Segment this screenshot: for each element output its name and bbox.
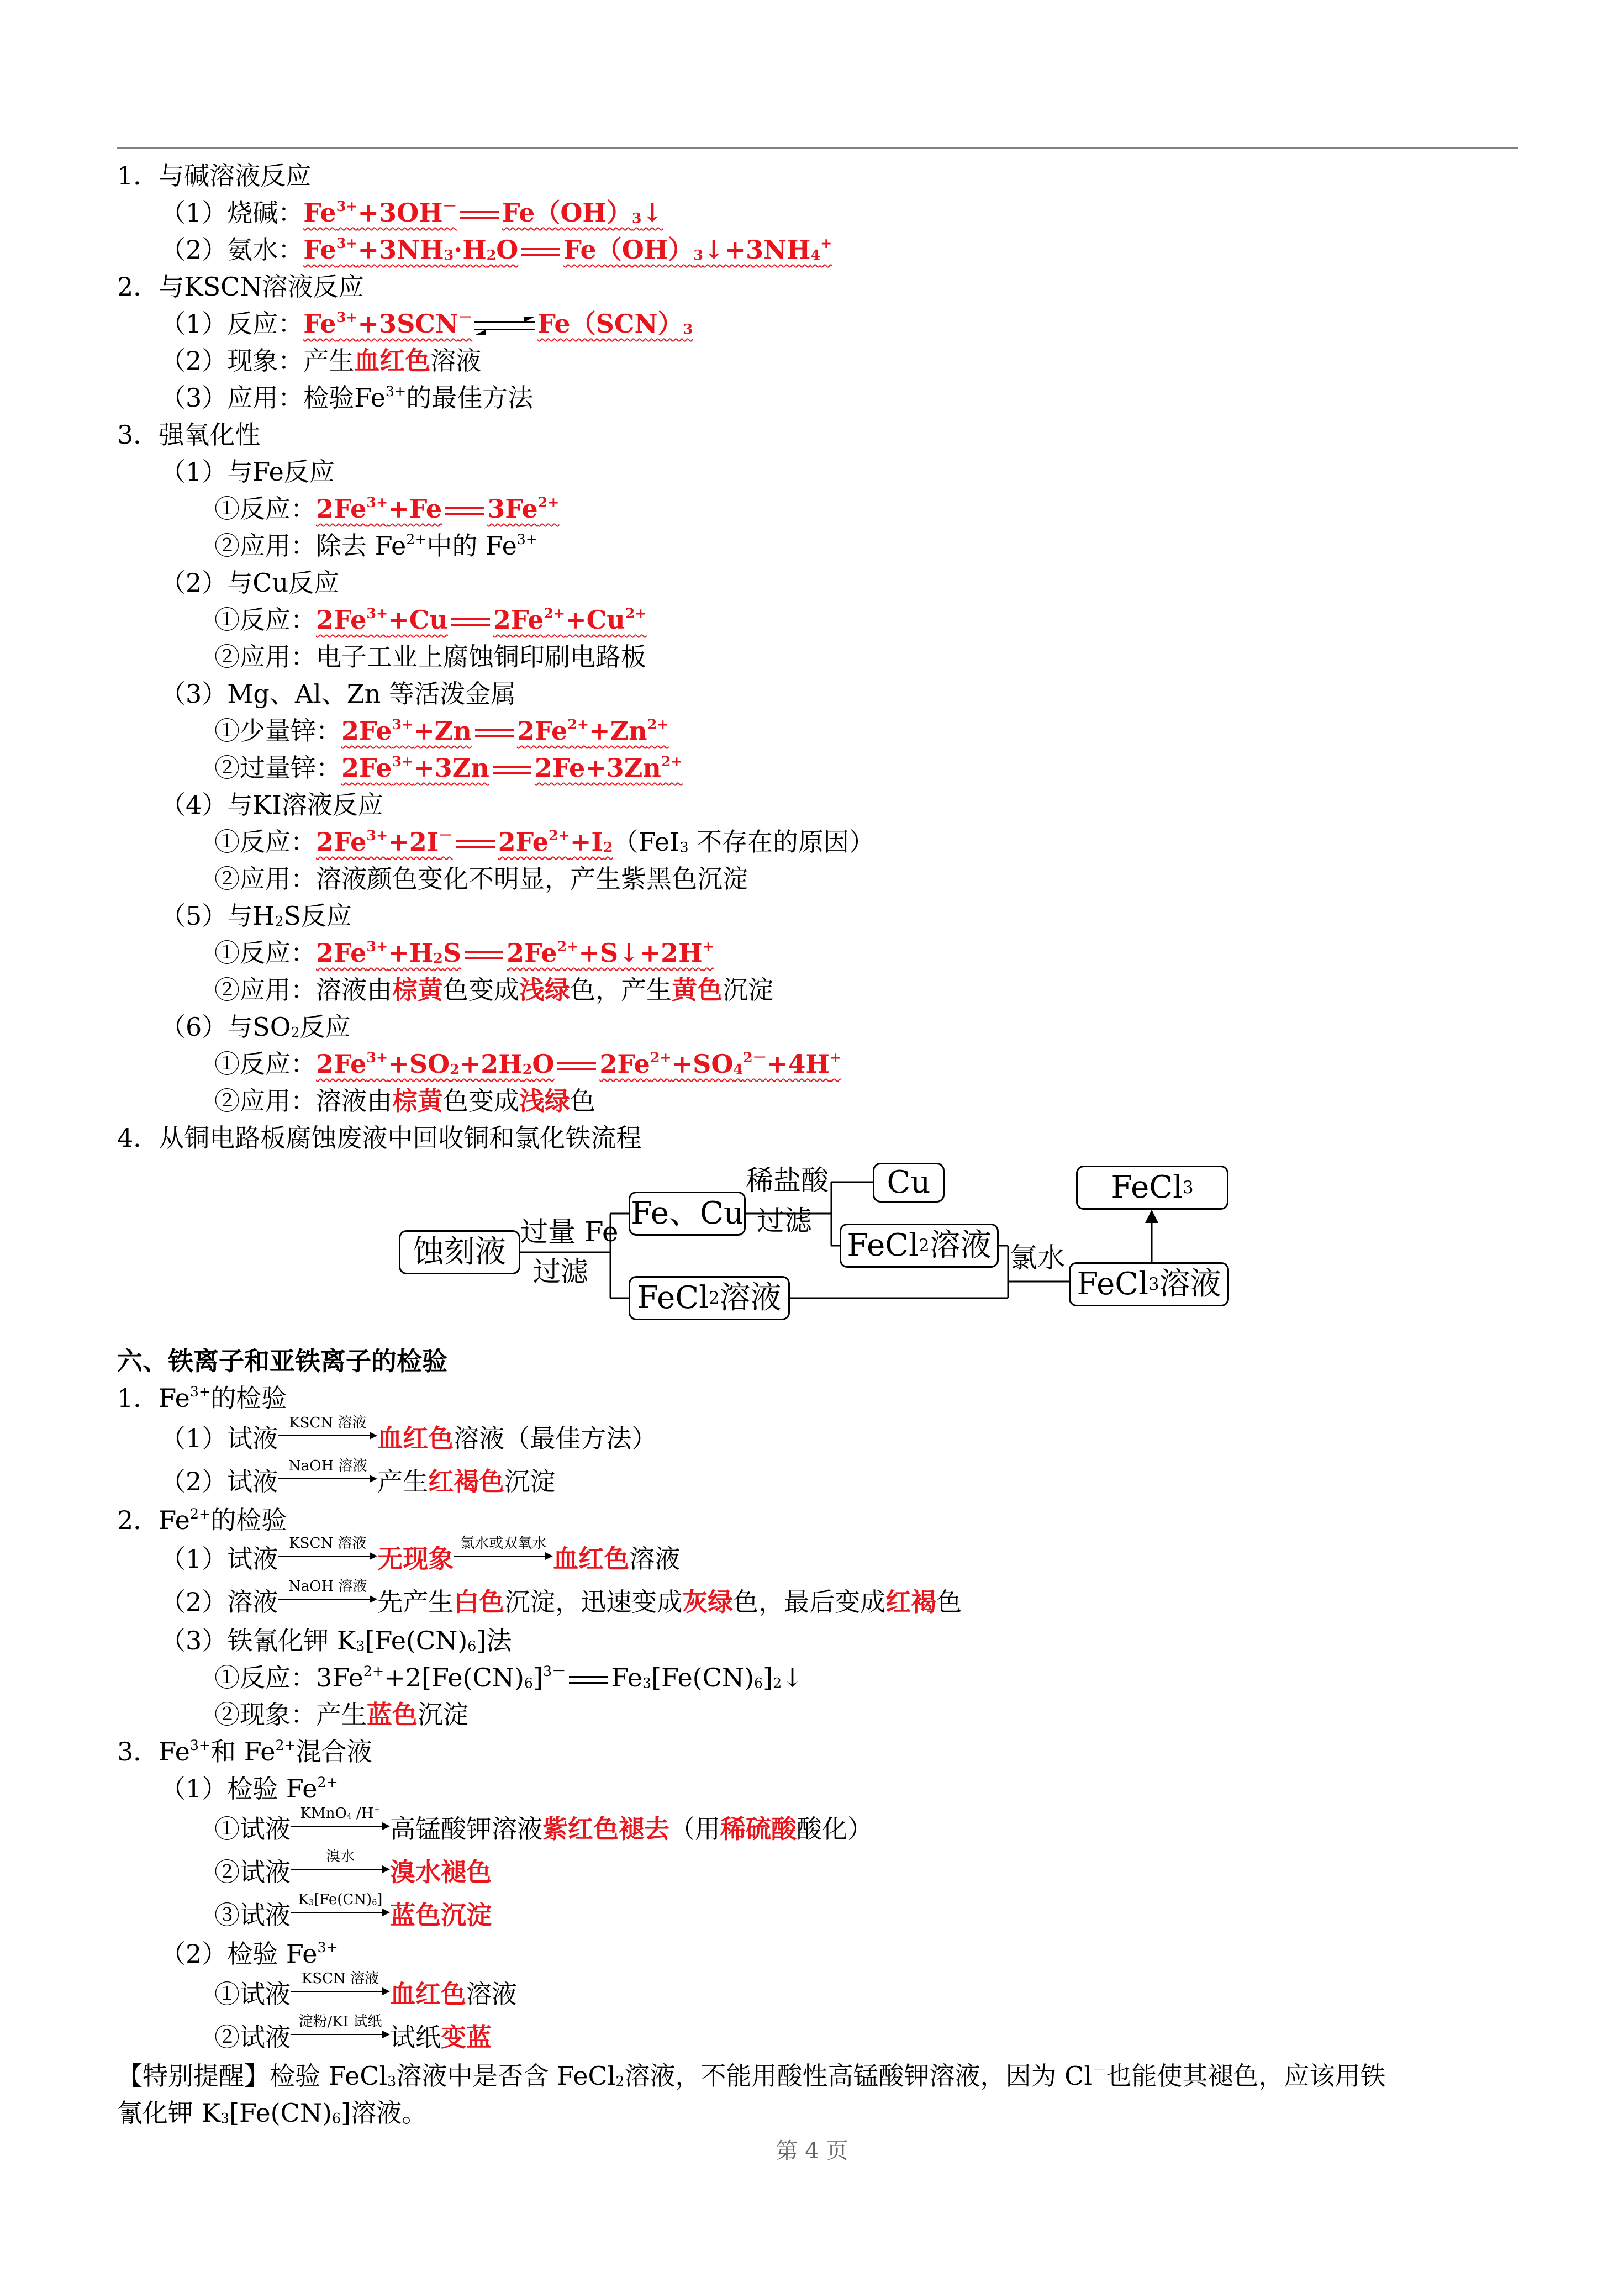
text-segment: （2）溶液 [160, 1587, 278, 1617]
page-footer: 第 4 页 [776, 2138, 848, 2164]
arrow-condition: KMnO$_4$ /H+ [300, 1805, 381, 1822]
text-segment: 3．强氧化性 [117, 420, 261, 450]
text-segment: 色，最后变成 [733, 1587, 886, 1617]
box-etching: 蚀刻液 [399, 1230, 520, 1274]
text-segment: 产生 [377, 1467, 429, 1496]
text-segment: ②过量锌： [214, 753, 341, 783]
text-segment: ②应用：除去 $Fe^{2+}$中的 $Fe^{3+}$ [214, 531, 538, 561]
text-segment: （2）检验 $Fe^{3+}$ [160, 1939, 338, 1969]
highlight-segment: 六、铁离子和亚铁离子的检验 [117, 1346, 447, 1376]
highlight-segment: 无现象 [377, 1544, 454, 1574]
text-segment: 2．与KSCN溶液反应 [117, 272, 364, 302]
text-segment: 沉淀 [723, 975, 773, 1005]
text-segment: （6）与$SO_2$反应 [160, 1012, 351, 1042]
text-segment: 溶液 [466, 1979, 517, 2009]
text-segment: （2）与Cu反应 [160, 568, 340, 598]
text-segment: 溶液 [430, 346, 482, 376]
box-fecl2-b: FeCl 2 溶液 [629, 1276, 790, 1320]
text-segment: ②应用：溶液由 [214, 975, 392, 1005]
highlight-segment: $2Fe^{3+}+Zn$ $2Fe^{2+}+Zn^{2+}$ [341, 716, 669, 746]
text-segment: ②应用：电子工业上腐蚀铜印刷电路板 [214, 642, 646, 672]
text-segment: 酸化） [797, 1814, 873, 1844]
text-segment: ②应用：溶液由 [214, 1086, 392, 1116]
highlight-segment: 棕黄 [392, 1086, 443, 1116]
box-fe-cu: Fe、Cu [629, 1192, 746, 1236]
text-segment: ①反应： [214, 1049, 316, 1079]
highlight-segment: 蓝色 [367, 1700, 418, 1730]
box-fecl3: FeCl 3 [1076, 1166, 1228, 1210]
highlight-segment: 变蓝 [441, 2022, 492, 2052]
text-segment: ①试液 [214, 1814, 291, 1844]
highlight-segment: 蓝色沉淀 [390, 1900, 492, 1930]
highlight-segment: 棕黄 [392, 975, 443, 1005]
highlight-segment: 浅绿 [519, 1086, 570, 1116]
text-segment: 色 [936, 1587, 962, 1617]
text-segment: （2）现象：产生 [160, 346, 355, 376]
arrow-condition: $K_3[Fe(CN)_6]$ [298, 1891, 383, 1908]
highlight-segment: 溴水褪色 [390, 1857, 492, 1887]
arrowhead-up [1145, 1210, 1158, 1223]
arrow-condition: 溴水 [325, 1848, 355, 1865]
text-segment: ①试液 [214, 1979, 291, 2009]
highlight-segment: 灰绿 [682, 1587, 734, 1617]
text-segment: （2）试液 [160, 1467, 278, 1496]
label-filter-2: 过滤 [757, 1205, 812, 1237]
text-segment: ①反应： [214, 494, 316, 524]
arrow-condition: 氯水或双氧水 [460, 1535, 547, 1552]
arrow-condition: 淀粉/KI 试纸 [298, 2013, 382, 2030]
text-segment: 3．$Fe^{3+}$和 $Fe^{2+}$混合液 [117, 1737, 372, 1767]
text-segment: （5）与$H_2S$反应 [160, 901, 352, 931]
text-segment: （3）Mg、Al、Zn 等活泼金属 [160, 679, 516, 709]
text-segment: （3）应用：检验$Fe^{3+}$的最佳方法 [160, 383, 534, 413]
highlight-segment: $2Fe^{3+}+3Zn$ $2Fe+3Zn^{2+}$ [341, 753, 683, 783]
highlight-segment: $2Fe^{3+}+SO_2+2H_2O$ $2Fe^{2+}+SO_4^{2-}+4H^+$ [316, 1049, 842, 1079]
box-fecl3-solution: FeCl 3 溶液 [1069, 1262, 1229, 1306]
text-segment: 沉淀 [418, 1700, 468, 1730]
text-segment: ①反应： [214, 605, 316, 635]
label-dilute-hcl: 稀盐酸 [746, 1164, 829, 1196]
text-segment: ③试液 [214, 1900, 291, 1930]
highlight-segment: $Fe^{3+}+3NH_3\cdot H_2O$ $Fe(OH)_3↓+3NH_4^+$ [303, 235, 832, 265]
text-segment: 色变成 [443, 1086, 519, 1116]
highlight-segment: 红褐 [885, 1587, 937, 1617]
text-segment: （用 [669, 1814, 720, 1844]
text-segment: （FeI$_3$ 不存在的原因） [613, 827, 875, 857]
highlight-segment: $Fe(SCN)_3$ [537, 309, 693, 339]
text-segment: ①反应：$3Fe^{2+}+2[Fe(CN)_6]^{3-}$ $Fe_3[Fe(CN)_6]_2↓$ [214, 1663, 803, 1693]
text-segment: （2）氨水： [160, 235, 304, 265]
text-segment: （1）试液 [160, 1424, 278, 1453]
box-fecl2-a: FeCl 2 溶液 [840, 1224, 999, 1268]
highlight-segment: $2Fe^{3+}+Fe$ $3Fe^{2+}$ [316, 494, 560, 524]
text-segment: ①少量锌： [214, 716, 341, 746]
highlight-segment: 稀硫酸 [720, 1814, 797, 1844]
text-segment: （1）反应： [160, 309, 304, 339]
arrow-condition: KSCN 溶液 [289, 1415, 367, 1431]
text-segment: （3）铁氰化钾 $K_3[Fe(CN)_6]$法 [160, 1626, 512, 1656]
box-cu: Cu [873, 1163, 945, 1203]
highlight-segment: 白色 [454, 1587, 505, 1617]
highlight-segment: $2Fe^{3+}+2I^-$ $2Fe^{2+}+I_2$ [316, 827, 613, 857]
highlight-segment: 血红色 [377, 1424, 454, 1453]
highlight-segment: $2Fe^{3+}+H_2S$ $2Fe^{2+}+S↓+2H^+$ [316, 938, 714, 968]
text-segment: （1）与Fe反应 [160, 457, 335, 487]
text-segment: 沉淀，迅速变成 [504, 1587, 683, 1617]
text-segment: ②应用：溶液颜色变化不明显，产生紫黑色沉淀 [214, 864, 748, 894]
arrow-condition: KSCN 溶液 [301, 1970, 379, 1987]
text-segment: ②试液 [214, 2022, 291, 2052]
highlight-segment: $Fe^{3+}+3OH^-$ $Fe(OH)_3↓$ [303, 198, 663, 228]
highlight-segment: 血红色 [553, 1544, 630, 1574]
text-segment: 沉淀 [504, 1467, 556, 1496]
text-segment: ②现象：产生 [214, 1700, 367, 1730]
text-segment: （4）与KI溶液反应 [160, 790, 383, 820]
label-filter-1: 过滤 [533, 1256, 588, 1288]
text-segment: （1）烧碱： [160, 198, 304, 228]
highlight-segment: 黄色 [672, 975, 723, 1005]
text-segment: ②试液 [214, 1857, 291, 1887]
highlight-segment: $Fe^{3+}+3SCN^-$ [303, 309, 473, 339]
text-segment: 氰化钾 $K_3[Fe(CN)_6]$溶液。 [117, 2098, 428, 2128]
text-segment: 1．$Fe^{3+}$的检验 [117, 1383, 287, 1413]
highlight-segment: 紫红色褪去 [542, 1814, 669, 1844]
text-segment: 高锰酸钾溶液 [390, 1814, 542, 1844]
text-segment: （1）检验 $Fe^{2+}$ [160, 1774, 338, 1804]
arrow-condition: KSCN 溶液 [289, 1535, 367, 1552]
text-segment: ①反应： [214, 827, 316, 857]
text-segment: 1．与碱溶液反应 [117, 161, 312, 191]
text-segment: 色，产生 [570, 975, 672, 1005]
text-segment: 色 [570, 1086, 595, 1116]
text-segment: 4．从铜电路板腐蚀废液中回收铜和氯化铁流程 [117, 1123, 642, 1153]
label-chlorine-water: 氯水 [1010, 1242, 1065, 1274]
text-segment: 溶液 [629, 1544, 681, 1574]
highlight-segment: 浅绿 [519, 975, 570, 1005]
label-excess-fe: 过量 Fe [520, 1216, 619, 1248]
arrow-condition: NaOH 溶液 [288, 1458, 367, 1474]
text-segment: 【特别提醒】检验 FeCl$_3$溶液中是否含 FeCl$_2$溶液，不能用酸性高锰酸钾溶液，因为 Cl－也能使其褪色，应该用铁 [117, 2061, 1386, 2091]
text-segment: 色变成 [443, 975, 519, 1005]
text-segment: （1）试液 [160, 1544, 278, 1574]
highlight-segment: 血红色 [354, 346, 431, 376]
highlight-segment: 红褐色 [428, 1467, 505, 1496]
text-segment: 溶液（最佳方法） [454, 1424, 657, 1453]
text-segment: 试纸 [390, 2022, 441, 2052]
text-segment: 2．$Fe^{2+}$的检验 [117, 1505, 287, 1535]
highlight-segment: 血红色 [390, 1979, 466, 2009]
highlight-segment: $2Fe^{3+}+Cu$ $2Fe^{2+}+Cu^{2+}$ [316, 605, 647, 635]
text-segment: ①反应： [214, 938, 316, 968]
text-segment: 先产生 [377, 1587, 454, 1617]
arrow-condition: NaOH 溶液 [288, 1578, 367, 1595]
